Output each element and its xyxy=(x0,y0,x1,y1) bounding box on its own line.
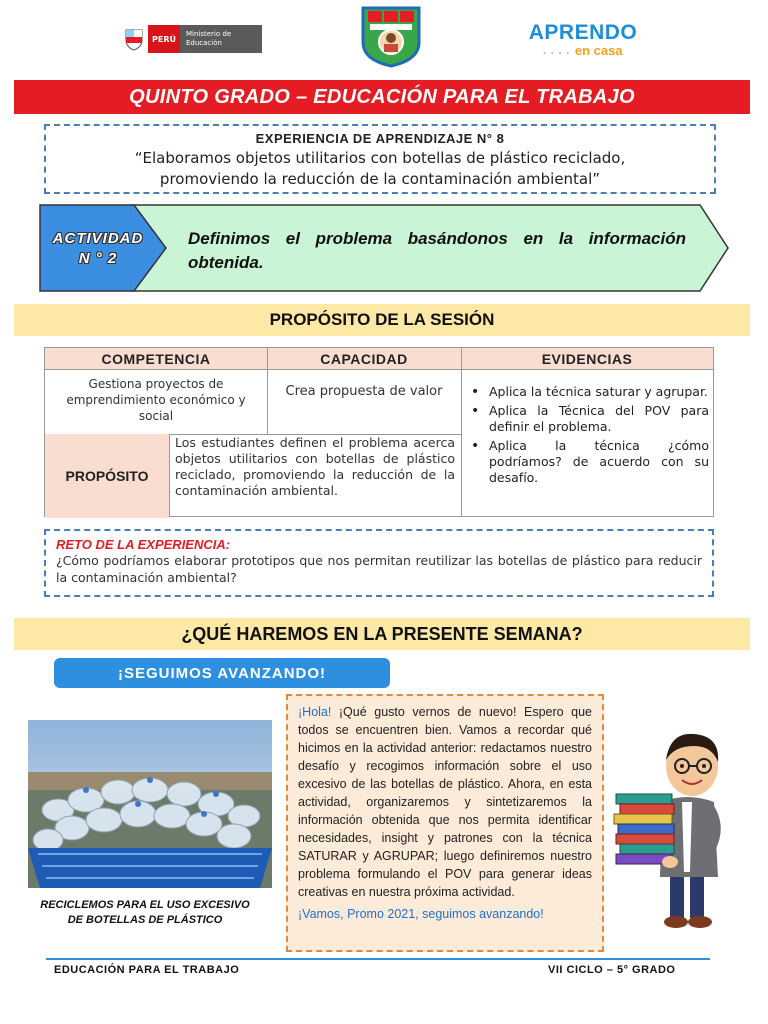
photo-caption: RECICLEMOS PARA EL USO EXCESIVO DE BOTELLAS DE PLÁSTICO xyxy=(40,899,250,926)
table-divider xyxy=(169,434,170,516)
proposito-text: Los estudiantes definen el problema acerca objetos utilitarios con botellas de plástico reciclado, promoviendo la reducción de la contaminación ambiental. xyxy=(175,435,455,498)
grade-title-bar: QUINTO GRADO – EDUCACIÓN PARA EL TRABAJO xyxy=(14,80,750,114)
footer-divider xyxy=(46,958,710,960)
school-shield-logo xyxy=(360,4,422,68)
plastic-bottles-photo xyxy=(28,720,272,888)
teacher-with-books-illustration xyxy=(612,722,742,932)
activity-number-label xyxy=(42,229,154,269)
evidencia-item: • Aplica la técnica saturar y agrupar. xyxy=(465,384,709,400)
teacher-message-box xyxy=(286,694,604,952)
message-paragraph xyxy=(298,703,592,901)
page-header xyxy=(0,0,768,78)
challenge-box xyxy=(44,529,714,597)
competencia-cell: Gestiona proyectos de emprendimiento económico y social xyxy=(66,377,246,423)
capacidad-cell: Crea propuesta de valor xyxy=(285,384,443,399)
activity-label-line-2: N ° 2 xyxy=(78,250,118,267)
experience-label: EXPERIENCIA DE APRENDIZAJE N° 8 xyxy=(255,131,505,146)
table-header-capacidad: CAPACIDAD xyxy=(267,348,461,370)
message-body: ¡Qué gusto vernos de nuevo! Espero que todos se encuentren bien. Vamos a recordar qué hicimos en la actividad anterior: redactamos nuestro desafío y recogimos información sobre el uso excesivo de las botellas de plástico. Ahora, en esta actividad, organizaremos y sintetizaremos la información obtenida que nos permita identificar necesidades, insight y patrones con la técnica SATURAR y AGRUPAR; luego definiremos nuestro problema formulando el POV para generar ideas creativas en nuestra próxima actividad. xyxy=(298,705,592,899)
seguimos-avanzando-banner: ¡SEGUIMOS AVANZANDO! xyxy=(54,658,390,688)
table-divider xyxy=(267,348,268,434)
footer-grade: VII CICLO – 5° GRADO xyxy=(548,964,676,976)
footer-course: EDUCACIÓN PARA EL TRABAJO xyxy=(54,964,240,976)
challenge-text: ¿Cómo podríamos elaborar prototipos que nos permitan reutilizar las botellas de plástico para reducir la contaminación ambiental? xyxy=(56,553,702,585)
evidencias-list xyxy=(465,384,709,489)
aprendo-subtitle-row xyxy=(528,44,638,61)
peru-label: PERÚ xyxy=(148,25,180,53)
session-table xyxy=(44,347,714,517)
experience-quote-line-2: promoviendo la reducción de la contaminación ambiental” xyxy=(159,170,601,188)
plastic-bottles-image xyxy=(28,720,272,888)
aprendo-en-casa-logo xyxy=(528,22,638,62)
evidencia-item: • Aplica la técnica ¿cómo podríamos? de acuerdo con su desafío. xyxy=(465,438,709,486)
aprendo-dots: • • • • xyxy=(543,51,571,57)
purpose-section-header: PROPÓSITO DE LA SESIÓN xyxy=(14,304,750,336)
ministry-label: Ministerio de Educación xyxy=(180,25,262,53)
experience-box xyxy=(44,124,716,194)
message-greeting: ¡Hola! xyxy=(298,705,332,719)
activity-label-line-1: ACTIVIDAD xyxy=(52,230,144,247)
table-divider xyxy=(461,348,462,516)
proposito-label: PROPÓSITO xyxy=(45,434,169,518)
table-header-competencia: COMPETENCIA xyxy=(45,348,267,370)
table-header-evidencias: EVIDENCIAS xyxy=(461,348,713,370)
evidencia-item: • Aplica la Técnica del POV para definir el problema. xyxy=(465,403,709,435)
activity-banner xyxy=(38,203,730,293)
activity-title: Definimos el problema basándonos en la información obtenida. xyxy=(188,229,686,272)
week-section-header: ¿QUÉ HAREMOS EN LA PRESENTE SEMANA? xyxy=(14,618,750,650)
peru-coat-of-arms-icon xyxy=(124,27,144,51)
ministry-logo xyxy=(124,22,264,56)
aprendo-title: APRENDO xyxy=(528,21,638,44)
experience-quote-line-1: “Elaboramos objetos utilitarios con botellas de plástico reciclado, xyxy=(134,149,626,167)
aprendo-subtitle: en casa xyxy=(574,43,623,58)
challenge-title: RETO DE LA EXPERIENCIA: xyxy=(56,537,231,552)
message-closing: ¡Vamos, Promo 2021, seguimos avanzando! xyxy=(298,907,544,921)
